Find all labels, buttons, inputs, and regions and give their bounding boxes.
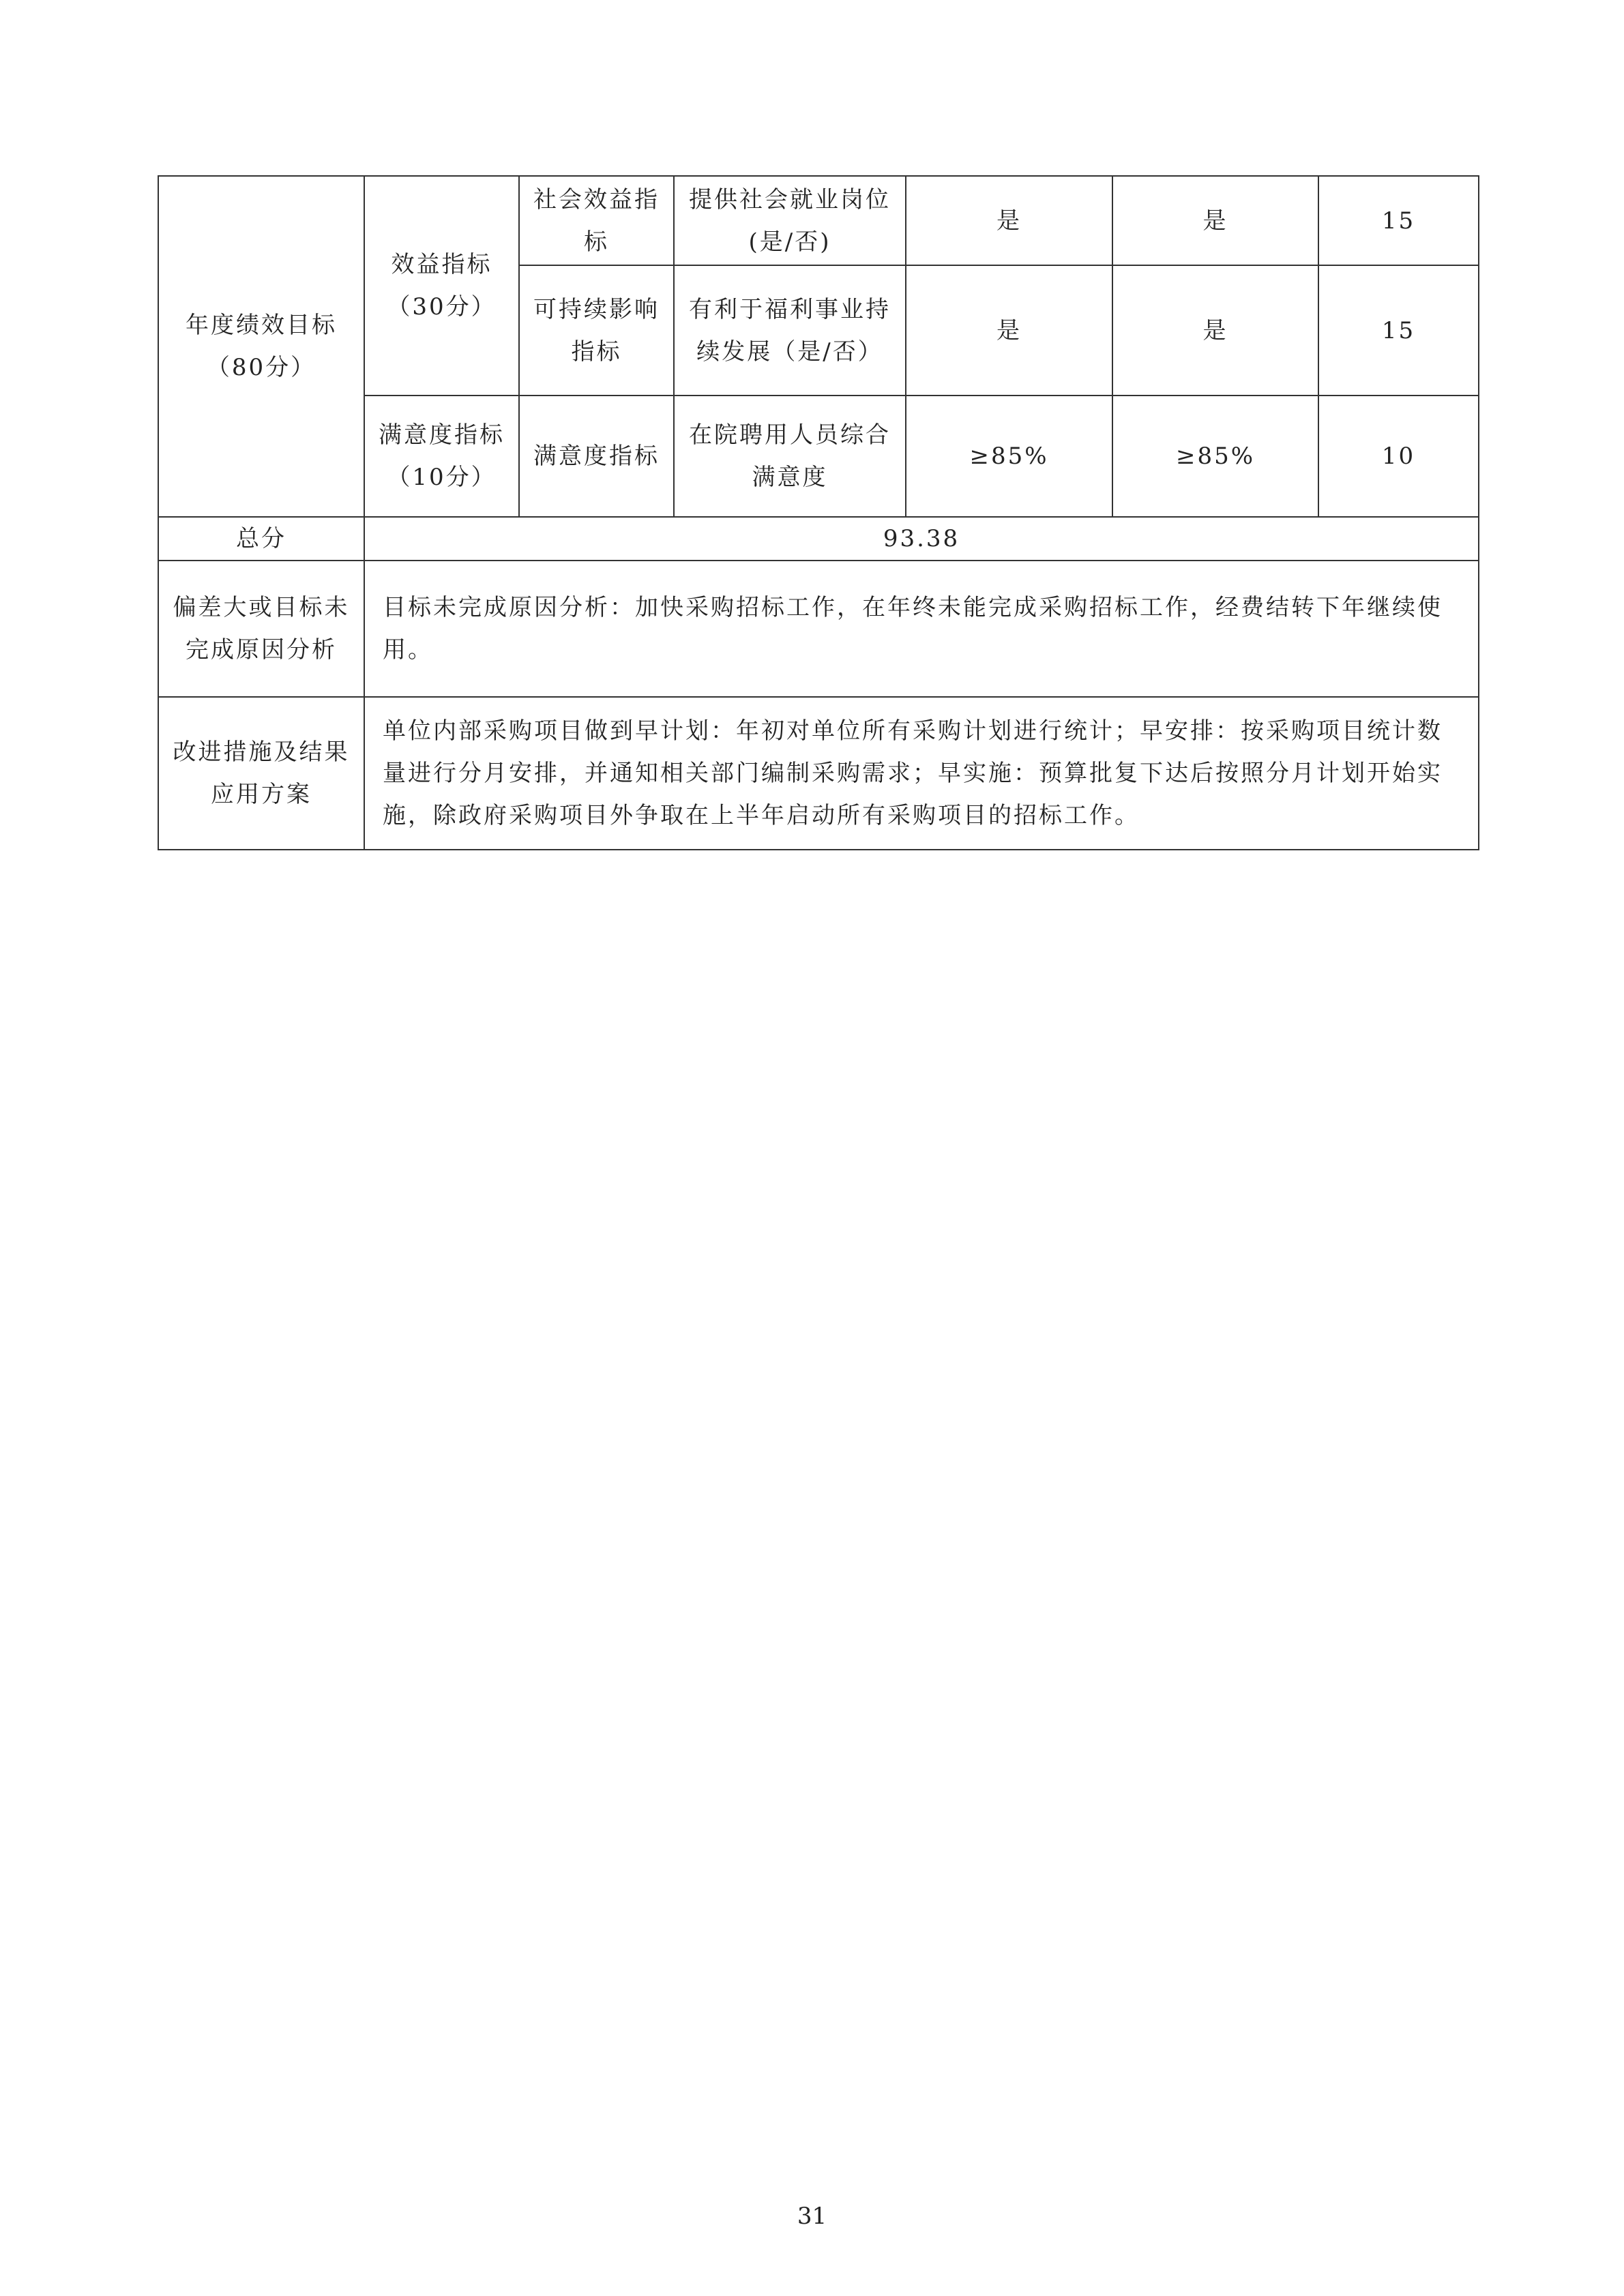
table-row — [158, 517, 1479, 561]
sustainable-category: 可持续影响指标 — [519, 265, 674, 396]
satisfaction-category: 满意度指标 — [519, 396, 674, 517]
deviation-label: 偏差大或目标未完成原因分析 — [158, 561, 364, 697]
satisfaction-score: 10 — [1318, 396, 1479, 517]
improvement-text: 单位内部采购项目做到早计划：年初对单位所有采购计划进行统计；早安排：按采购项目统计数量进行分月安排，并通知相关部门编制采购需求；早实施：预算批复下达后按照分月计划开始实施，除政府采购项目外争取在上半年启动所有采购项目的招标工作。 — [364, 697, 1479, 850]
table-row — [158, 176, 1479, 265]
social-benefit-score: 15 — [1318, 176, 1479, 265]
deviation-text: 目标未完成原因分析：加快采购招标工作，在年终未能完成采购招标工作，经费结转下年继续使用。 — [364, 561, 1479, 697]
social-benefit-category: 社会效益指标 — [519, 176, 674, 265]
performance-table-container — [158, 175, 1478, 850]
total-label: 总分 — [158, 517, 364, 561]
sustainable-indicator: 有利于福利事业持续发展（是/否） — [674, 265, 906, 396]
sustainable-score: 15 — [1318, 265, 1479, 396]
satisfaction-indicator-cell: 满意度指标（10分） — [364, 396, 519, 517]
table-row — [158, 561, 1479, 697]
annual-goal-cell: 年度绩效目标（80分） — [158, 176, 364, 517]
social-benefit-actual: 是 — [1112, 176, 1318, 265]
sustainable-target: 是 — [906, 265, 1112, 396]
sustainable-actual: 是 — [1112, 265, 1318, 396]
page-number: 31 — [797, 2203, 827, 2230]
satisfaction-actual: ≥85% — [1112, 396, 1318, 517]
table-row — [158, 697, 1479, 850]
total-value: 93.38 — [364, 517, 1479, 561]
satisfaction-target: ≥85% — [906, 396, 1112, 517]
benefit-indicator-cell: 效益指标（30分） — [364, 176, 519, 396]
social-benefit-indicator: 提供社会就业岗位(是/否) — [674, 176, 906, 265]
satisfaction-indicator: 在院聘用人员综合满意度 — [674, 396, 906, 517]
improvement-label: 改进措施及结果应用方案 — [158, 697, 364, 850]
social-benefit-target: 是 — [906, 176, 1112, 265]
performance-table — [158, 175, 1479, 850]
